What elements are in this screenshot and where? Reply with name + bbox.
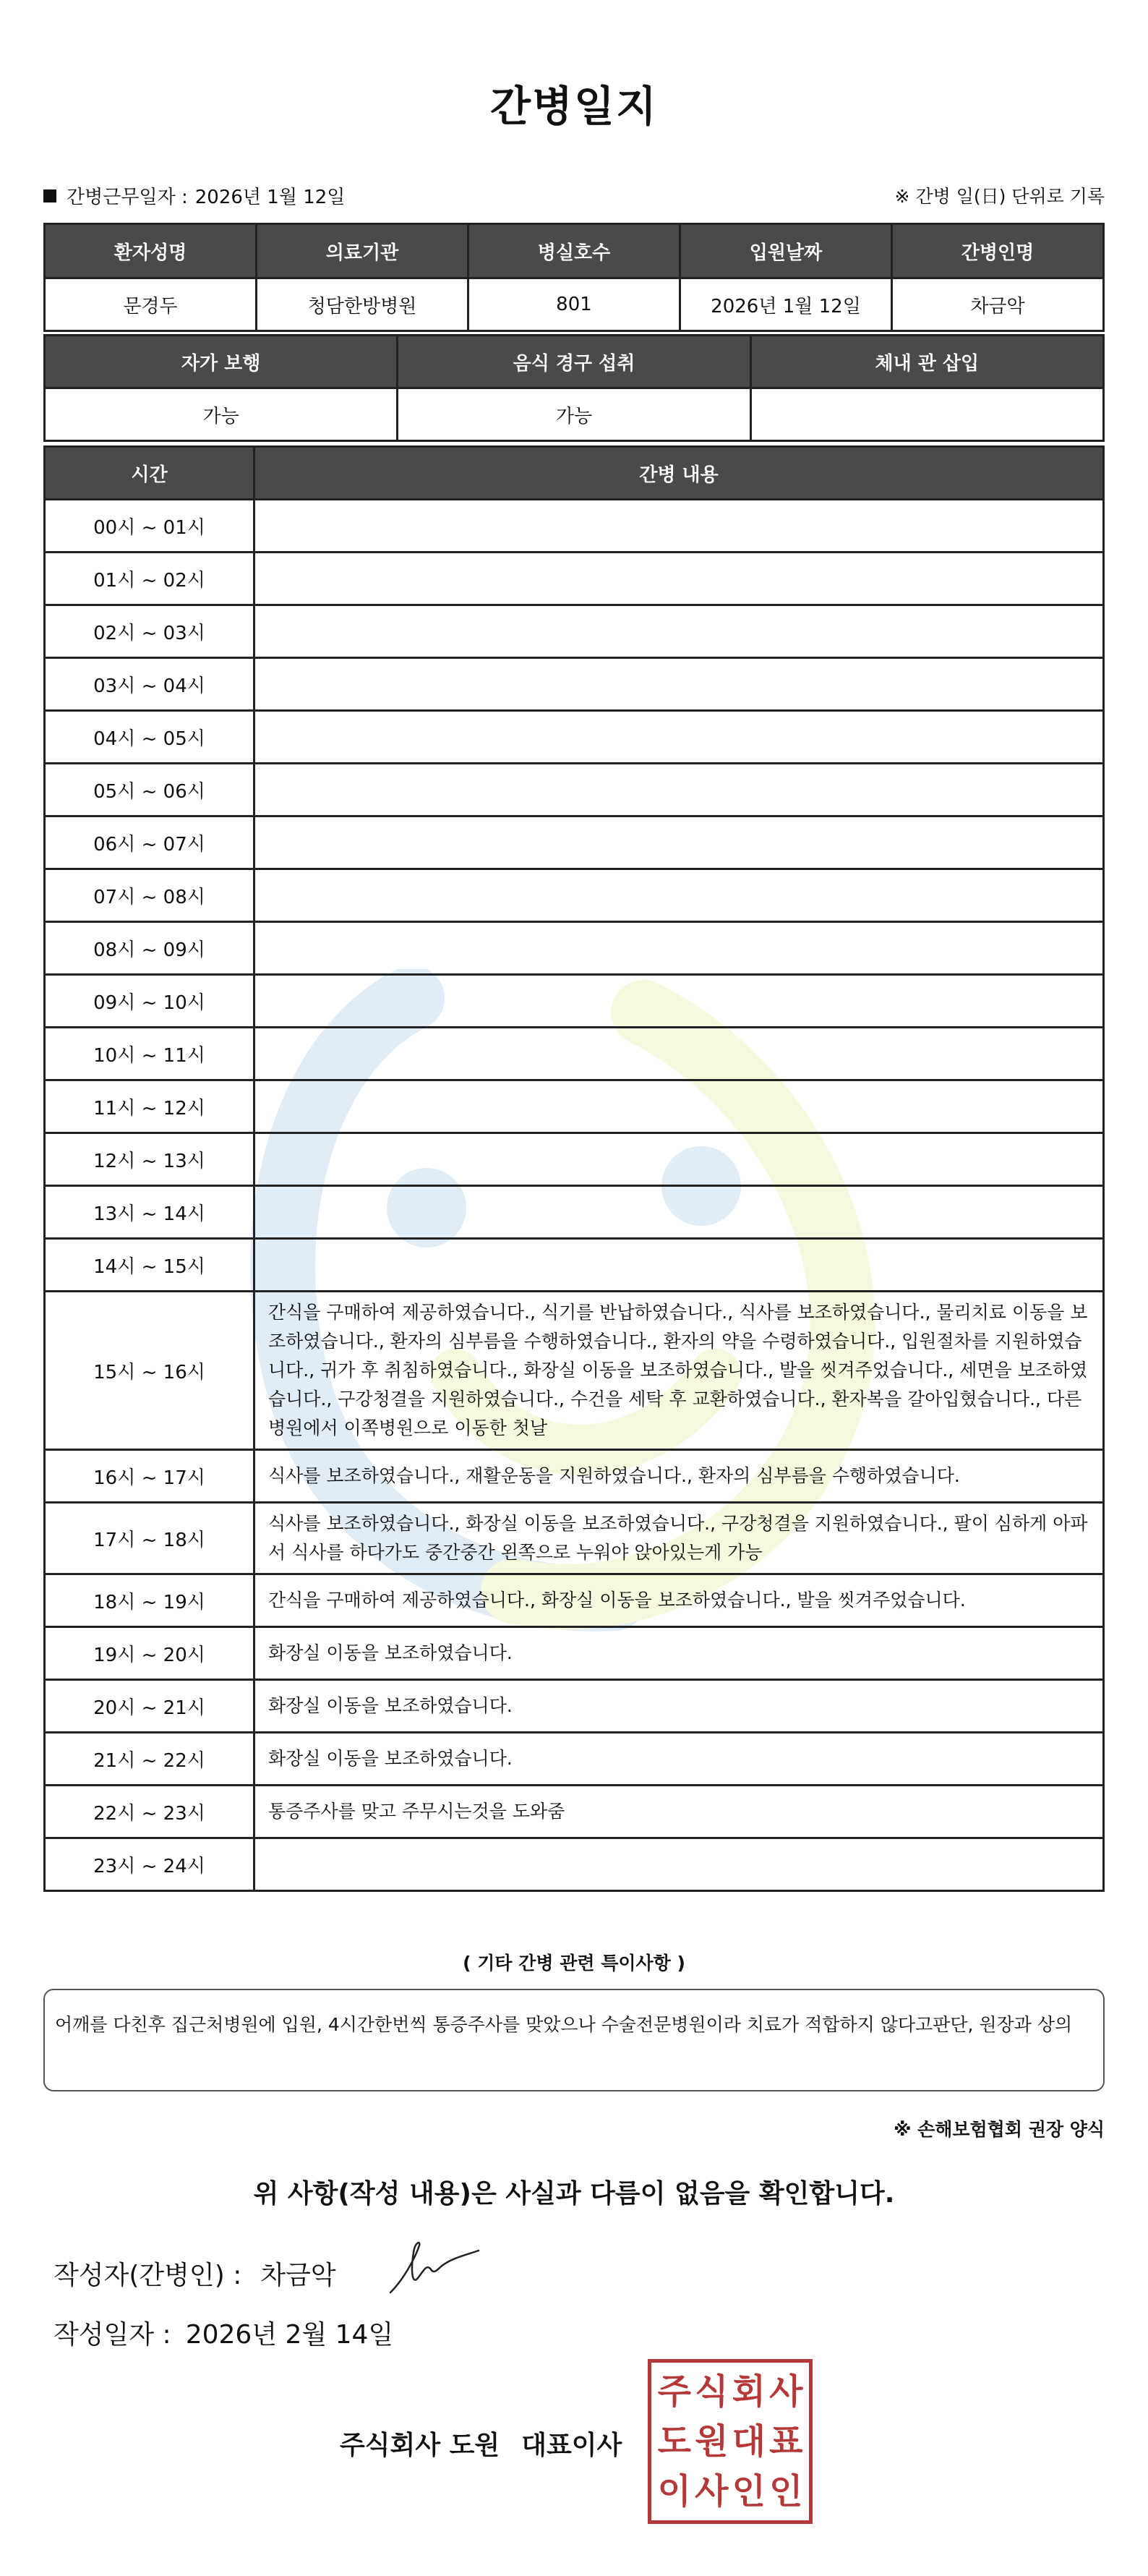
table-row (45, 1239, 1104, 1292)
table-row (45, 1028, 1104, 1080)
time-slot: 02시 ~ 03시 (45, 605, 254, 658)
writer-row (53, 2255, 336, 2292)
patient-info-table (43, 223, 1105, 332)
table-row (45, 1838, 1104, 1891)
self-walking-value: 가능 (45, 388, 398, 441)
care-content (254, 658, 1104, 711)
time-slot: 09시 ~ 10시 (45, 975, 254, 1028)
time-slot: 01시 ~ 02시 (45, 553, 254, 605)
admission-date: 2026년 1월 12일 (680, 278, 892, 331)
time-slot: 07시 ~ 08시 (45, 869, 254, 922)
time-slot: 15시 ~ 16시 (45, 1292, 254, 1450)
care-content (254, 711, 1104, 764)
confirmation-statement: 위 사항(작성 내용)은 사실과 다름이 없음을 확인합니다. (253, 2179, 895, 2209)
header-patient-name: 환자성명 (45, 224, 257, 278)
table-row (45, 975, 1104, 1028)
time-slot: 10시 ~ 11시 (45, 1028, 254, 1080)
form-note: ※ 손해보험협회 권장 양식 (894, 2119, 1105, 2140)
care-content: 간식을 구매하여 제공하였습니다., 화장실 이동을 보조하였습니다., 발을 씻겨주었습니다. (254, 1574, 1104, 1627)
care-content: 통증주사를 맞고 주무시는것을 도와줌 (254, 1786, 1104, 1838)
table-row (45, 1080, 1104, 1133)
table-row (45, 1450, 1104, 1503)
table-row (45, 764, 1104, 816)
table-row (45, 1733, 1104, 1786)
company-name: 주식회사 도원 (340, 2431, 500, 2460)
square-bullet-icon (43, 189, 56, 202)
header-room: 병실호수 (468, 224, 680, 278)
care-content (254, 1838, 1104, 1891)
time-slot: 11시 ~ 12시 (45, 1080, 254, 1133)
time-slot: 12시 ~ 13시 (45, 1133, 254, 1186)
time-slot: 04시 ~ 05시 (45, 711, 254, 764)
time-slot: 19시 ~ 20시 (45, 1627, 254, 1680)
tube-insertion-value (750, 388, 1103, 441)
header-care-content: 간병 내용 (254, 447, 1104, 500)
table-row (45, 500, 1104, 553)
care-content (254, 975, 1104, 1028)
time-slot: 18시 ~ 19시 (45, 1574, 254, 1627)
time-slot: 20시 ~ 21시 (45, 1680, 254, 1733)
care-content: 간식을 구매하여 제공하였습니다., 식기를 반납하였습니다., 식사를 보조하였습니다., 물리치료 이동을 보조하였습니다., 환자의 심부름을 수행하였습니다., 환자의 약을 수령하였습니다., 입원절차를 지원하였습니다., 귀가 후 취침하였습니다., 화장실 이동을 보조하였습니다., 발을 씻겨주었습니다., 세면을 보조하였습니다., 구강청결을 지원하였습니다., 수건을 세탁 후 교환하였습니다., 환자복을 갈아입혔습니다., 다른병원에서 이쪽병원으로 이동한 첫날 (254, 1292, 1104, 1450)
time-slot: 17시 ~ 18시 (45, 1503, 254, 1574)
table-row (45, 1627, 1104, 1680)
company-row (340, 2425, 622, 2462)
care-content: 화장실 이동을 보조하였습니다. (254, 1627, 1104, 1680)
table-row (45, 553, 1104, 605)
care-content (254, 1028, 1104, 1080)
caregiver-name: 차금악 (892, 278, 1104, 331)
care-content (254, 1080, 1104, 1133)
care-content (254, 1239, 1104, 1292)
header-self-walking: 자가 보행 (45, 336, 398, 388)
time-slot: 08시 ~ 09시 (45, 922, 254, 975)
write-date-value: 2026년 2월 14일 (185, 2320, 394, 2350)
care-content (254, 869, 1104, 922)
hospital-name: 청담한방병원 (257, 278, 468, 331)
table-row (45, 922, 1104, 975)
time-slot: 03시 ~ 04시 (45, 658, 254, 711)
write-date-label: 작성일자 : (53, 2320, 171, 2350)
header-tube-insertion: 체내 관 삽입 (750, 336, 1103, 388)
oral-intake-value: 가능 (398, 388, 750, 441)
table-row (45, 1680, 1104, 1733)
company-role: 대표이사 (521, 2431, 622, 2460)
writer-label: 작성자(간병인) : (53, 2261, 242, 2290)
care-content: 식사를 보조하였습니다., 화장실 이동을 보조하였습니다., 구강청결을 지원하였습니다., 팔이 심하게 아파서 식사를 하다가도 중간중간 왼쪽으로 누워야 앉아있는게 가능 (254, 1503, 1104, 1574)
care-content (254, 1186, 1104, 1239)
time-slot: 23시 ~ 24시 (45, 1838, 254, 1891)
care-content (254, 764, 1104, 816)
table-row (45, 711, 1104, 764)
work-date-value: 2026년 1월 12일 (194, 187, 346, 208)
time-slot: 05시 ~ 06시 (45, 764, 254, 816)
time-slot: 14시 ~ 15시 (45, 1239, 254, 1292)
signature-icon (383, 2235, 484, 2300)
time-slot: 16시 ~ 17시 (45, 1450, 254, 1503)
table-row (45, 869, 1104, 922)
special-notes-text: 어깨를 다친후 집근처병원에 입원, 4시간한번씩 통증주사를 맞았으나 수술전문병원이라 치료가 적합하지 않다고판단, 원장과 상의 (55, 2014, 1073, 2035)
time-slot: 22시 ~ 23시 (45, 1786, 254, 1838)
care-content (254, 553, 1104, 605)
table-row (45, 1574, 1104, 1627)
table-row (45, 658, 1104, 711)
time-slot: 00시 ~ 01시 (45, 500, 254, 553)
patient-name: 문경두 (45, 278, 257, 331)
care-content (254, 922, 1104, 975)
header-oral-intake: 음식 경구 섭취 (398, 336, 750, 388)
work-date-label: 간병근무일자 : (67, 187, 188, 208)
unit-note: ※ 간병 일(日) 단위로 기록 (894, 186, 1105, 207)
care-content (254, 816, 1104, 869)
special-notes-box (43, 1989, 1105, 2091)
care-content (254, 500, 1104, 553)
table-row (45, 1503, 1104, 1574)
page-title: 간병일지 (489, 82, 659, 131)
special-notes-title: ( 기타 간병 관련 특이사항 ) (463, 1953, 685, 1974)
table-row (45, 1133, 1104, 1186)
header-caregiver: 간병인명 (892, 224, 1104, 278)
header-admission-date: 입원날짜 (680, 224, 892, 278)
room-number: 801 (468, 278, 680, 331)
patient-status-table (43, 334, 1105, 442)
care-content: 화장실 이동을 보조하였습니다. (254, 1733, 1104, 1786)
table-row (45, 605, 1104, 658)
header-hospital: 의료기관 (257, 224, 468, 278)
work-date-row (43, 182, 1105, 208)
writer-name: 차금악 (260, 2261, 336, 2290)
care-content: 화장실 이동을 보조하였습니다. (254, 1680, 1104, 1733)
company-seal-stamp: 주 식 회 사 도 원 대 표 이 사 인 인 (648, 2359, 813, 2524)
time-slot: 06시 ~ 07시 (45, 816, 254, 869)
time-slot: 21시 ~ 22시 (45, 1733, 254, 1786)
table-row (45, 816, 1104, 869)
table-row (45, 1292, 1104, 1450)
header-time: 시간 (45, 447, 254, 500)
care-content (254, 605, 1104, 658)
time-slot: 13시 ~ 14시 (45, 1186, 254, 1239)
table-row (45, 1786, 1104, 1838)
care-log-table (43, 445, 1105, 1892)
write-date-row (53, 2314, 393, 2351)
care-content: 식사를 보조하였습니다., 재활운동을 지원하였습니다., 환자의 심부름을 수행하였습니다. (254, 1450, 1104, 1503)
table-row (45, 1186, 1104, 1239)
care-content (254, 1133, 1104, 1186)
